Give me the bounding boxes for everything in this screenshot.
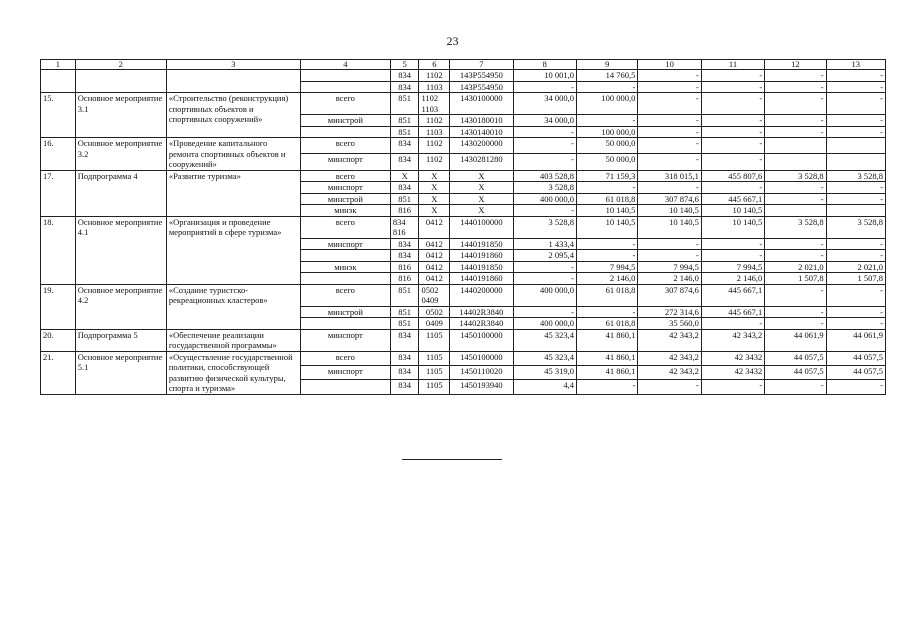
value-2023: 3 528,8 [826,216,885,238]
grbs: 851 [390,318,419,330]
value-2023: - [826,126,885,138]
value-2020: - [638,93,701,115]
value-2020: 272 314,6 [638,306,701,318]
grbs: 851 [390,193,419,205]
value-2023: - [826,115,885,127]
value-2019: 41 860,1 [577,329,638,351]
column-header: 11 [701,60,764,70]
value-2020: - [638,115,701,127]
target-article: 14402R3840 [450,306,513,318]
performer [300,273,390,285]
program-funding-table [40,59,886,395]
section: 0412 [419,250,450,262]
target-article: X [450,182,513,194]
target-article: 1450100000 [450,329,513,351]
value-2021: - [701,154,764,170]
performer [300,81,390,93]
table-row [41,170,886,182]
value-2019: 2 146,0 [577,273,638,285]
value-2019: 7 994,5 [577,261,638,273]
column-header: 4 [300,60,390,70]
section: 1103 [419,81,450,93]
value-2019: 10 140,5 [577,216,638,238]
value-2022: - [765,284,826,306]
grbs: 834 816 [390,216,419,238]
value-2022: - [765,93,826,115]
performer [300,126,390,138]
program-description: «Организация и проведение мероприятий в сфере туризма» [166,216,300,284]
value-2021: 42 343,2 [701,329,764,351]
value-2018: 45 319,0 [513,365,576,379]
table-row [41,351,886,365]
table-row [41,216,886,238]
program-description: «Обеспечение реализации государственной программы» [166,329,300,351]
value-2020: - [638,182,701,194]
target-article: 1430140010 [450,126,513,138]
target-article: 1430180010 [450,115,513,127]
value-2019: 41 860,1 [577,351,638,365]
value-2021: - [701,93,764,115]
column-header: 3 [166,60,300,70]
performer [300,380,390,394]
row-number: 16. [41,138,76,171]
section: 1102 1103 [419,93,450,115]
value-2018: 400 000,0 [513,284,576,306]
value-2022: - [765,81,826,93]
grbs: 851 [390,306,419,318]
value-2018: - [513,205,576,217]
value-2020: 42 343,2 [638,365,701,379]
value-2022: 2 021,0 [765,261,826,273]
row-number: 18. [41,216,76,284]
column-header: 5 [390,60,419,70]
table-row [41,284,886,306]
value-2021: 7 994,5 [701,261,764,273]
row-number: 17. [41,170,76,216]
value-2022: - [765,182,826,194]
target-article: 143P554950 [450,81,513,93]
section: X [419,170,450,182]
value-2021: - [701,138,764,154]
target-article: X [450,205,513,217]
grbs: 851 [390,115,419,127]
value-2022: 3 528,8 [765,170,826,182]
value-2022: 44 057,5 [765,351,826,365]
value-2023: - [826,250,885,262]
grbs: 834 [390,380,419,394]
value-2019: 10 140,5 [577,205,638,217]
performer: минспорт [300,329,390,351]
performer: всего [300,170,390,182]
value-2018: 10 001,0 [513,70,576,82]
value-2019: 100 000,0 [577,93,638,115]
value-2020: - [638,250,701,262]
value-2020: - [638,138,701,154]
section: 0412 [419,216,450,238]
value-2023 [826,205,885,217]
value-2021: 2 146,0 [701,273,764,285]
value-2023 [826,154,885,170]
grbs: 851 [390,284,419,306]
value-2018: - [513,273,576,285]
program-name: Основное мероприятие 5.1 [75,351,166,394]
section: 0412 [419,238,450,250]
value-2023: 44 061,9 [826,329,885,351]
grbs: 834 [390,365,419,379]
grbs: 834 [390,329,419,351]
value-2021: - [701,81,764,93]
value-2022 [765,138,826,154]
table-row [41,70,886,82]
performer [300,250,390,262]
footer-rule [402,459,502,460]
value-2020: 42 343,2 [638,351,701,365]
target-article: 1450100000 [450,351,513,365]
value-2020: - [638,380,701,394]
value-2020: 307 874,6 [638,284,701,306]
value-2022: 1 507,8 [765,273,826,285]
section: 1105 [419,380,450,394]
value-2019: - [577,115,638,127]
value-2023 [826,138,885,154]
value-2019: 14 760,5 [577,70,638,82]
value-2023: - [826,70,885,82]
column-header: 10 [638,60,701,70]
column-header: 9 [577,60,638,70]
performer: минспорт [300,182,390,194]
value-2019: 100 000,0 [577,126,638,138]
program-name: Основное мероприятие 3.1 [75,93,166,138]
value-2018: - [513,306,576,318]
value-2021: 445 667,1 [701,193,764,205]
program-description: «Строительство (реконструкция) спортивных объектов и спортивных сооружений» [166,93,300,138]
row-number [41,70,76,93]
value-2019: 50 000,0 [577,154,638,170]
value-2023: - [826,182,885,194]
target-article: 14402R3840 [450,318,513,330]
value-2021: 10 140,5 [701,216,764,238]
value-2020: 42 343,2 [638,329,701,351]
value-2019: 50 000,0 [577,138,638,154]
value-2022: - [765,238,826,250]
column-header: 8 [513,60,576,70]
value-2023: - [826,193,885,205]
section: X [419,193,450,205]
performer: всего [300,284,390,306]
value-2022: 44 061,9 [765,329,826,351]
value-2023: 44 057,5 [826,365,885,379]
value-2023: 44 057,5 [826,351,885,365]
value-2021: 445 667,1 [701,306,764,318]
section: 0412 [419,261,450,273]
performer: минстрой [300,193,390,205]
target-article: 1440191850 [450,238,513,250]
target-article: 1430281280 [450,154,513,170]
grbs: 834 [390,138,419,154]
target-article: 1450193940 [450,380,513,394]
column-header: 6 [419,60,450,70]
value-2020: 35 560,0 [638,318,701,330]
value-2022: - [765,193,826,205]
table-row [41,93,886,115]
value-2019: 61 018,8 [577,284,638,306]
value-2021: - [701,115,764,127]
target-article: 1440100000 [450,216,513,238]
performer: всего [300,138,390,154]
value-2021: 10 140,5 [701,205,764,217]
section: 1102 [419,154,450,170]
performer: минстрой [300,306,390,318]
value-2023: 1 507,8 [826,273,885,285]
performer: всего [300,351,390,365]
value-2021: 42 3432 [701,365,764,379]
value-2018: - [513,154,576,170]
target-article: 1450110020 [450,365,513,379]
value-2018: 45 323,4 [513,329,576,351]
program-name: Подпрограмма 5 [75,329,166,351]
value-2021: - [701,238,764,250]
section: 1102 [419,70,450,82]
target-article: 1430200000 [450,138,513,154]
value-2018: 45 323,4 [513,351,576,365]
section: 0502 0409 [419,284,450,306]
value-2018: 34 000,0 [513,115,576,127]
row-number: 15. [41,93,76,138]
value-2018: 4,4 [513,380,576,394]
value-2022: - [765,250,826,262]
table-row [41,329,886,351]
value-2018: 3 528,8 [513,182,576,194]
value-2021: - [701,250,764,262]
grbs: 834 [390,238,419,250]
program-description: «Развитие туризма» [166,170,300,216]
value-2020: 2 146,0 [638,273,701,285]
value-2020: - [638,126,701,138]
table-header-row [41,60,886,70]
value-2023: - [826,238,885,250]
section: 0502 [419,306,450,318]
program-description: «Создание туристско-рекреационных кластеров» [166,284,300,329]
section: X [419,182,450,194]
grbs: 851 [390,126,419,138]
value-2019: - [577,238,638,250]
grbs: 816 [390,205,419,217]
value-2018: 400 000,0 [513,193,576,205]
performer: всего [300,93,390,115]
value-2018: 2 095,4 [513,250,576,262]
section: 1102 [419,138,450,154]
column-header: 2 [75,60,166,70]
value-2021: 42 3432 [701,351,764,365]
value-2020: - [638,238,701,250]
value-2018: 400 000,0 [513,318,576,330]
table-row [41,138,886,154]
value-2021: - [701,70,764,82]
section: X [419,205,450,217]
value-2019: - [577,380,638,394]
value-2018: - [513,261,576,273]
column-header: 12 [765,60,826,70]
value-2018: - [513,126,576,138]
program-name: Подпрограмма 4 [75,170,166,216]
target-article: X [450,170,513,182]
value-2020: 10 140,5 [638,216,701,238]
target-article: 1430100000 [450,93,513,115]
column-header: 7 [450,60,513,70]
performer: минспорт [300,154,390,170]
value-2023: 2 021,0 [826,261,885,273]
program-description: «Проведение капитального ремонта спортивных объектов и сооружений» [166,138,300,171]
value-2018: 403 528,8 [513,170,576,182]
value-2019: 71 159,3 [577,170,638,182]
value-2021: - [701,318,764,330]
performer: минспорт [300,365,390,379]
grbs: 816 [390,261,419,273]
page-number: 23 [446,34,459,48]
value-2023: 3 528,8 [826,170,885,182]
section: 1103 [419,126,450,138]
target-article: 1440191850 [450,261,513,273]
value-2022: 3 528,8 [765,216,826,238]
column-header: 1 [41,60,76,70]
grbs: 834 [390,250,419,262]
row-number: 19. [41,284,76,329]
value-2019: - [577,250,638,262]
program-description: «Осуществление государственной политики, способствующей развитию физической культуры, спорта и туризма» [166,351,300,394]
value-2022: 44 057,5 [765,365,826,379]
performer [300,318,390,330]
performer: минэк [300,261,390,273]
value-2023: - [826,93,885,115]
column-header: 13 [826,60,885,70]
performer: минстрой [300,115,390,127]
value-2021: - [701,380,764,394]
value-2020: - [638,154,701,170]
row-number: 21. [41,351,76,394]
value-2020: 307 874,6 [638,193,701,205]
target-article: 1440200000 [450,284,513,306]
value-2020: - [638,70,701,82]
value-2023: - [826,318,885,330]
value-2019: 61 018,8 [577,318,638,330]
value-2020: 7 994,5 [638,261,701,273]
target-article: X [450,193,513,205]
value-2022: - [765,318,826,330]
value-2019: - [577,182,638,194]
grbs: X [390,170,419,182]
grbs: 834 [390,81,419,93]
value-2022: - [765,306,826,318]
grbs: 834 [390,154,419,170]
performer: минэк [300,205,390,217]
value-2022: - [765,380,826,394]
program-name [75,70,166,93]
value-2018: - [513,81,576,93]
value-2023: - [826,284,885,306]
value-2023: - [826,380,885,394]
value-2018: 3 528,8 [513,216,576,238]
section: 1105 [419,365,450,379]
program-name: Основное мероприятие 4.1 [75,216,166,284]
target-article: 1440191860 [450,273,513,285]
grbs: 834 [390,182,419,194]
target-article: 143P554950 [450,70,513,82]
grbs: 816 [390,273,419,285]
value-2022 [765,205,826,217]
value-2023: - [826,306,885,318]
value-2018: 1 433,4 [513,238,576,250]
target-article: 1440191860 [450,250,513,262]
performer [300,70,390,82]
value-2022: - [765,115,826,127]
value-2019: 61 018,8 [577,193,638,205]
value-2018: 34 000,0 [513,93,576,115]
value-2019: - [577,81,638,93]
performer: минспорт [300,238,390,250]
value-2018: - [513,138,576,154]
value-2021: - [701,126,764,138]
program-name: Основное мероприятие 4.2 [75,284,166,329]
value-2019: - [577,306,638,318]
value-2020: - [638,81,701,93]
grbs: 834 [390,70,419,82]
value-2020: 10 140,5 [638,205,701,217]
section: 1105 [419,351,450,365]
value-2022 [765,154,826,170]
value-2021: 455 807,6 [701,170,764,182]
value-2023: - [826,81,885,93]
value-2022: - [765,70,826,82]
section: 0412 [419,273,450,285]
value-2020: 318 015,1 [638,170,701,182]
value-2021: - [701,182,764,194]
value-2019: 41 860,1 [577,365,638,379]
value-2021: 445 667,1 [701,284,764,306]
section: 1105 [419,329,450,351]
program-name: Основное мероприятие 3.2 [75,138,166,171]
section: 1102 [419,115,450,127]
row-number: 20. [41,329,76,351]
performer: всего [300,216,390,238]
grbs: 834 [390,351,419,365]
grbs: 851 [390,93,419,115]
section: 0409 [419,318,450,330]
value-2022: - [765,126,826,138]
program-description [166,70,300,93]
